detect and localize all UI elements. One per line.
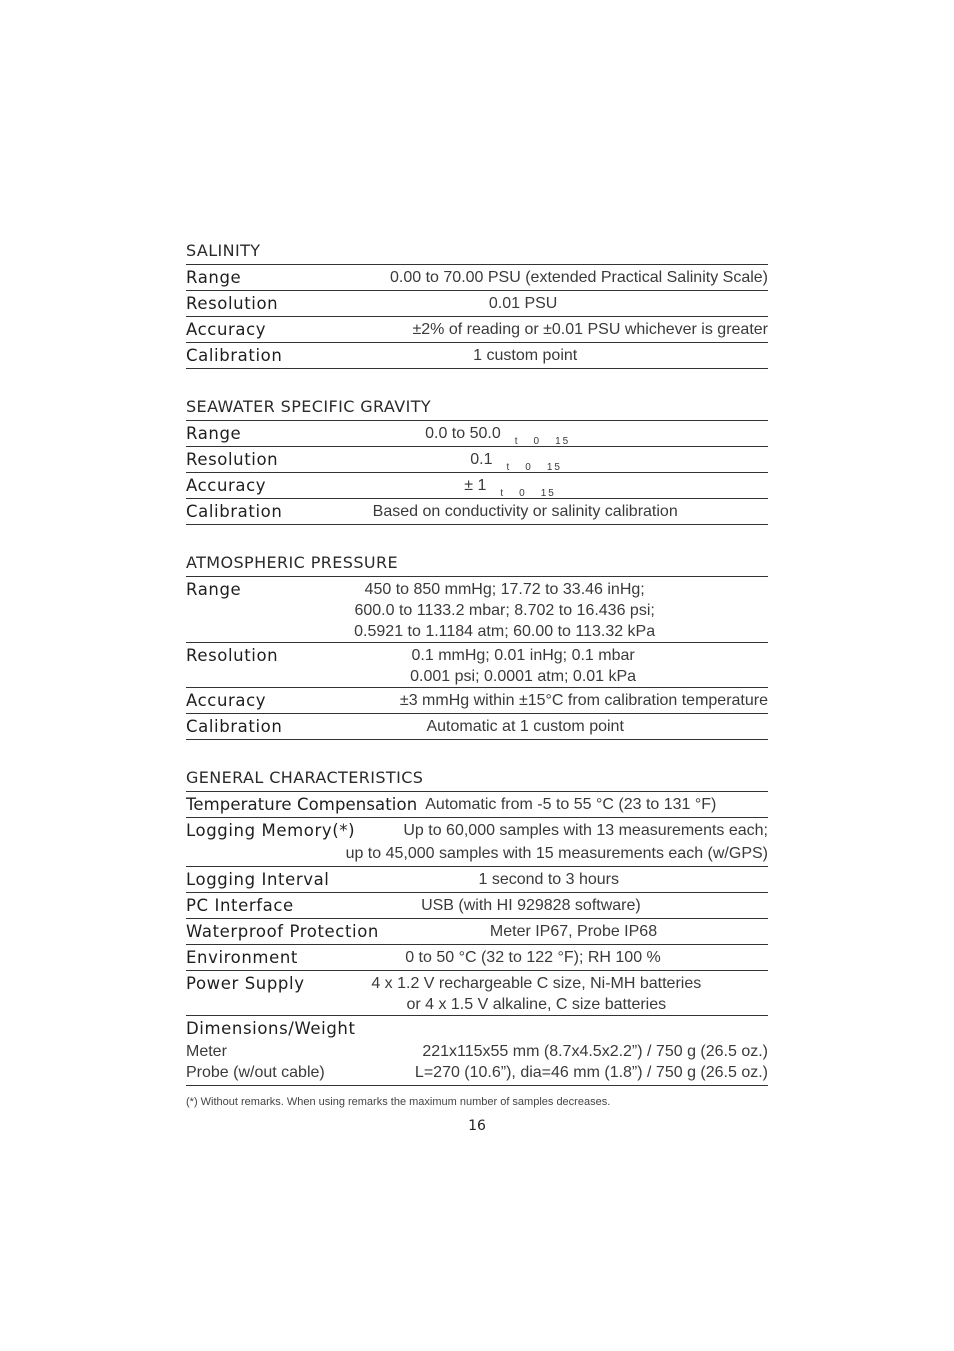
- spec-value: 0.01 PSU: [488, 295, 558, 312]
- spec-value: Meter IP67, Probe IP68: [489, 923, 658, 940]
- spec-value: 0.1 mmHg; 0.01 inHg; 0.1 mbar 0.001 psi; 0.0001 atm; 0.01 kPa: [410, 647, 637, 685]
- page-number: 16: [468, 1118, 486, 1134]
- spec-label: Accuracy: [186, 691, 267, 710]
- spec-row: [186, 317, 768, 343]
- spec-page: [186, 240, 768, 1134]
- value-text: 0.0 to 50.0: [425, 425, 501, 442]
- spec-label: Resolution: [186, 646, 279, 665]
- spec-value: [266, 473, 768, 498]
- value-text: ± 1: [464, 477, 487, 494]
- spec-label: Range: [186, 580, 242, 599]
- spec-label: PC Interface: [186, 896, 294, 915]
- spec-value: 4 x 1.2 V rechargeable C size, Ni-MH batteries or 4 x 1.5 V alkaline, C size batteries: [371, 975, 702, 1013]
- spec-row: [186, 447, 768, 473]
- spec-label: Calibration: [186, 717, 283, 736]
- spec-row: [186, 919, 768, 945]
- dim-probe: Probe (w/out cable) L=270 (10.6”), dia=46 mm (1.8”) / 750 g (26.5 oz.): [186, 1064, 768, 1081]
- spec-label: Power Supply: [186, 974, 305, 993]
- section-title: GENERAL CHARACTERISTICS: [186, 767, 768, 792]
- spec-row: [186, 343, 768, 369]
- spec-label: Environment: [186, 948, 298, 967]
- spec-value: Based on conductivity or salinity calibration: [372, 503, 678, 520]
- dimensions-row: [186, 1016, 768, 1086]
- spec-row: [186, 643, 768, 688]
- spec-value: ±2% of reading or ±0.01 PSU whichever is greater: [412, 321, 768, 338]
- spec-value: [241, 421, 768, 446]
- spec-label: Range: [186, 268, 242, 287]
- spec-row: [186, 893, 768, 919]
- value-text: 0.1: [470, 451, 493, 468]
- spec-row: [186, 971, 768, 1016]
- spec-row: [186, 265, 768, 291]
- spec-value: 450 to 850 mmHg; 17.72 to 33.46 inHg; 600.0 to 1133.2 mbar; 8.702 to 16.436 psi; 0.5921 to 1.1184 atm; 60.00 to 113.32 kPa: [354, 581, 656, 640]
- salinity-section: [186, 240, 768, 369]
- spec-row: [186, 688, 768, 714]
- subscript-notation: t 0 15: [500, 488, 556, 499]
- spec-label: Range: [186, 424, 242, 443]
- spec-label: Accuracy: [186, 476, 267, 495]
- section-title: SALINITY: [186, 240, 768, 265]
- subscript-notation: t 0 15: [514, 436, 571, 447]
- spec-row: [186, 714, 768, 740]
- section-title: SEAWATER SPECIFIC GRAVITY: [186, 396, 768, 421]
- footnote: (*) Without remarks. When using remarks the maximum number of samples decreases.: [186, 1096, 611, 1108]
- subscript-notation: t 0 15: [506, 462, 562, 473]
- spec-label: Resolution: [186, 294, 279, 313]
- spec-row: [186, 577, 768, 643]
- spec-row: [186, 792, 768, 818]
- spec-value: 0.00 to 70.00 PSU (extended Practical Salinity Scale): [390, 269, 768, 286]
- spec-label: Waterproof Protection: [186, 922, 379, 941]
- spec-row: [186, 291, 768, 317]
- spec-value: USB (with HI 929828 software): [421, 897, 641, 914]
- spec-label: Dimensions/Weight: [186, 1019, 356, 1038]
- atmospheric-section: [186, 552, 768, 740]
- spec-value: 1 custom point: [473, 347, 578, 364]
- spec-value: ±3 mmHg within ±15°C from calibration temperature: [399, 692, 768, 709]
- spec-row: [186, 473, 768, 499]
- general-section: [186, 767, 768, 1086]
- spec-row: [186, 945, 768, 971]
- spec-value: Up to 60,000 samples with 13 measurements each;: [403, 822, 768, 839]
- spec-value: Automatic at 1 custom point: [426, 718, 624, 735]
- spec-label: Logging Memory(*): [186, 821, 356, 840]
- seawater-section: [186, 396, 768, 525]
- spec-value: 0 to 50 °C (32 to 122 °F); RH 100 %: [405, 949, 661, 966]
- spec-label: Calibration: [186, 502, 283, 521]
- spec-label: Accuracy: [186, 320, 267, 339]
- spec-row: [186, 818, 768, 867]
- spec-value: 1 second to 3 hours: [478, 871, 620, 888]
- spec-row: [186, 867, 768, 893]
- spec-label: Resolution: [186, 450, 279, 469]
- spec-label: Logging Interval: [186, 870, 330, 889]
- dim-meter: Meter 221x115x55 mm (8.7x4.5x2.2”) / 750 g (26.5 oz.): [186, 1043, 768, 1060]
- spec-row: [186, 499, 768, 525]
- spec-value: [278, 447, 768, 472]
- spec-label: Calibration: [186, 346, 283, 365]
- section-title: ATMOSPHERIC PRESSURE: [186, 552, 768, 577]
- spec-row: [186, 421, 768, 447]
- spec-value-cont: up to 45,000 samples with 15 measurements each (w/GPS): [345, 845, 768, 862]
- spec-label: Temperature Compensation: [186, 795, 418, 814]
- spec-value: Automatic from -5 to 55 °C (23 to 131 °F): [425, 796, 717, 813]
